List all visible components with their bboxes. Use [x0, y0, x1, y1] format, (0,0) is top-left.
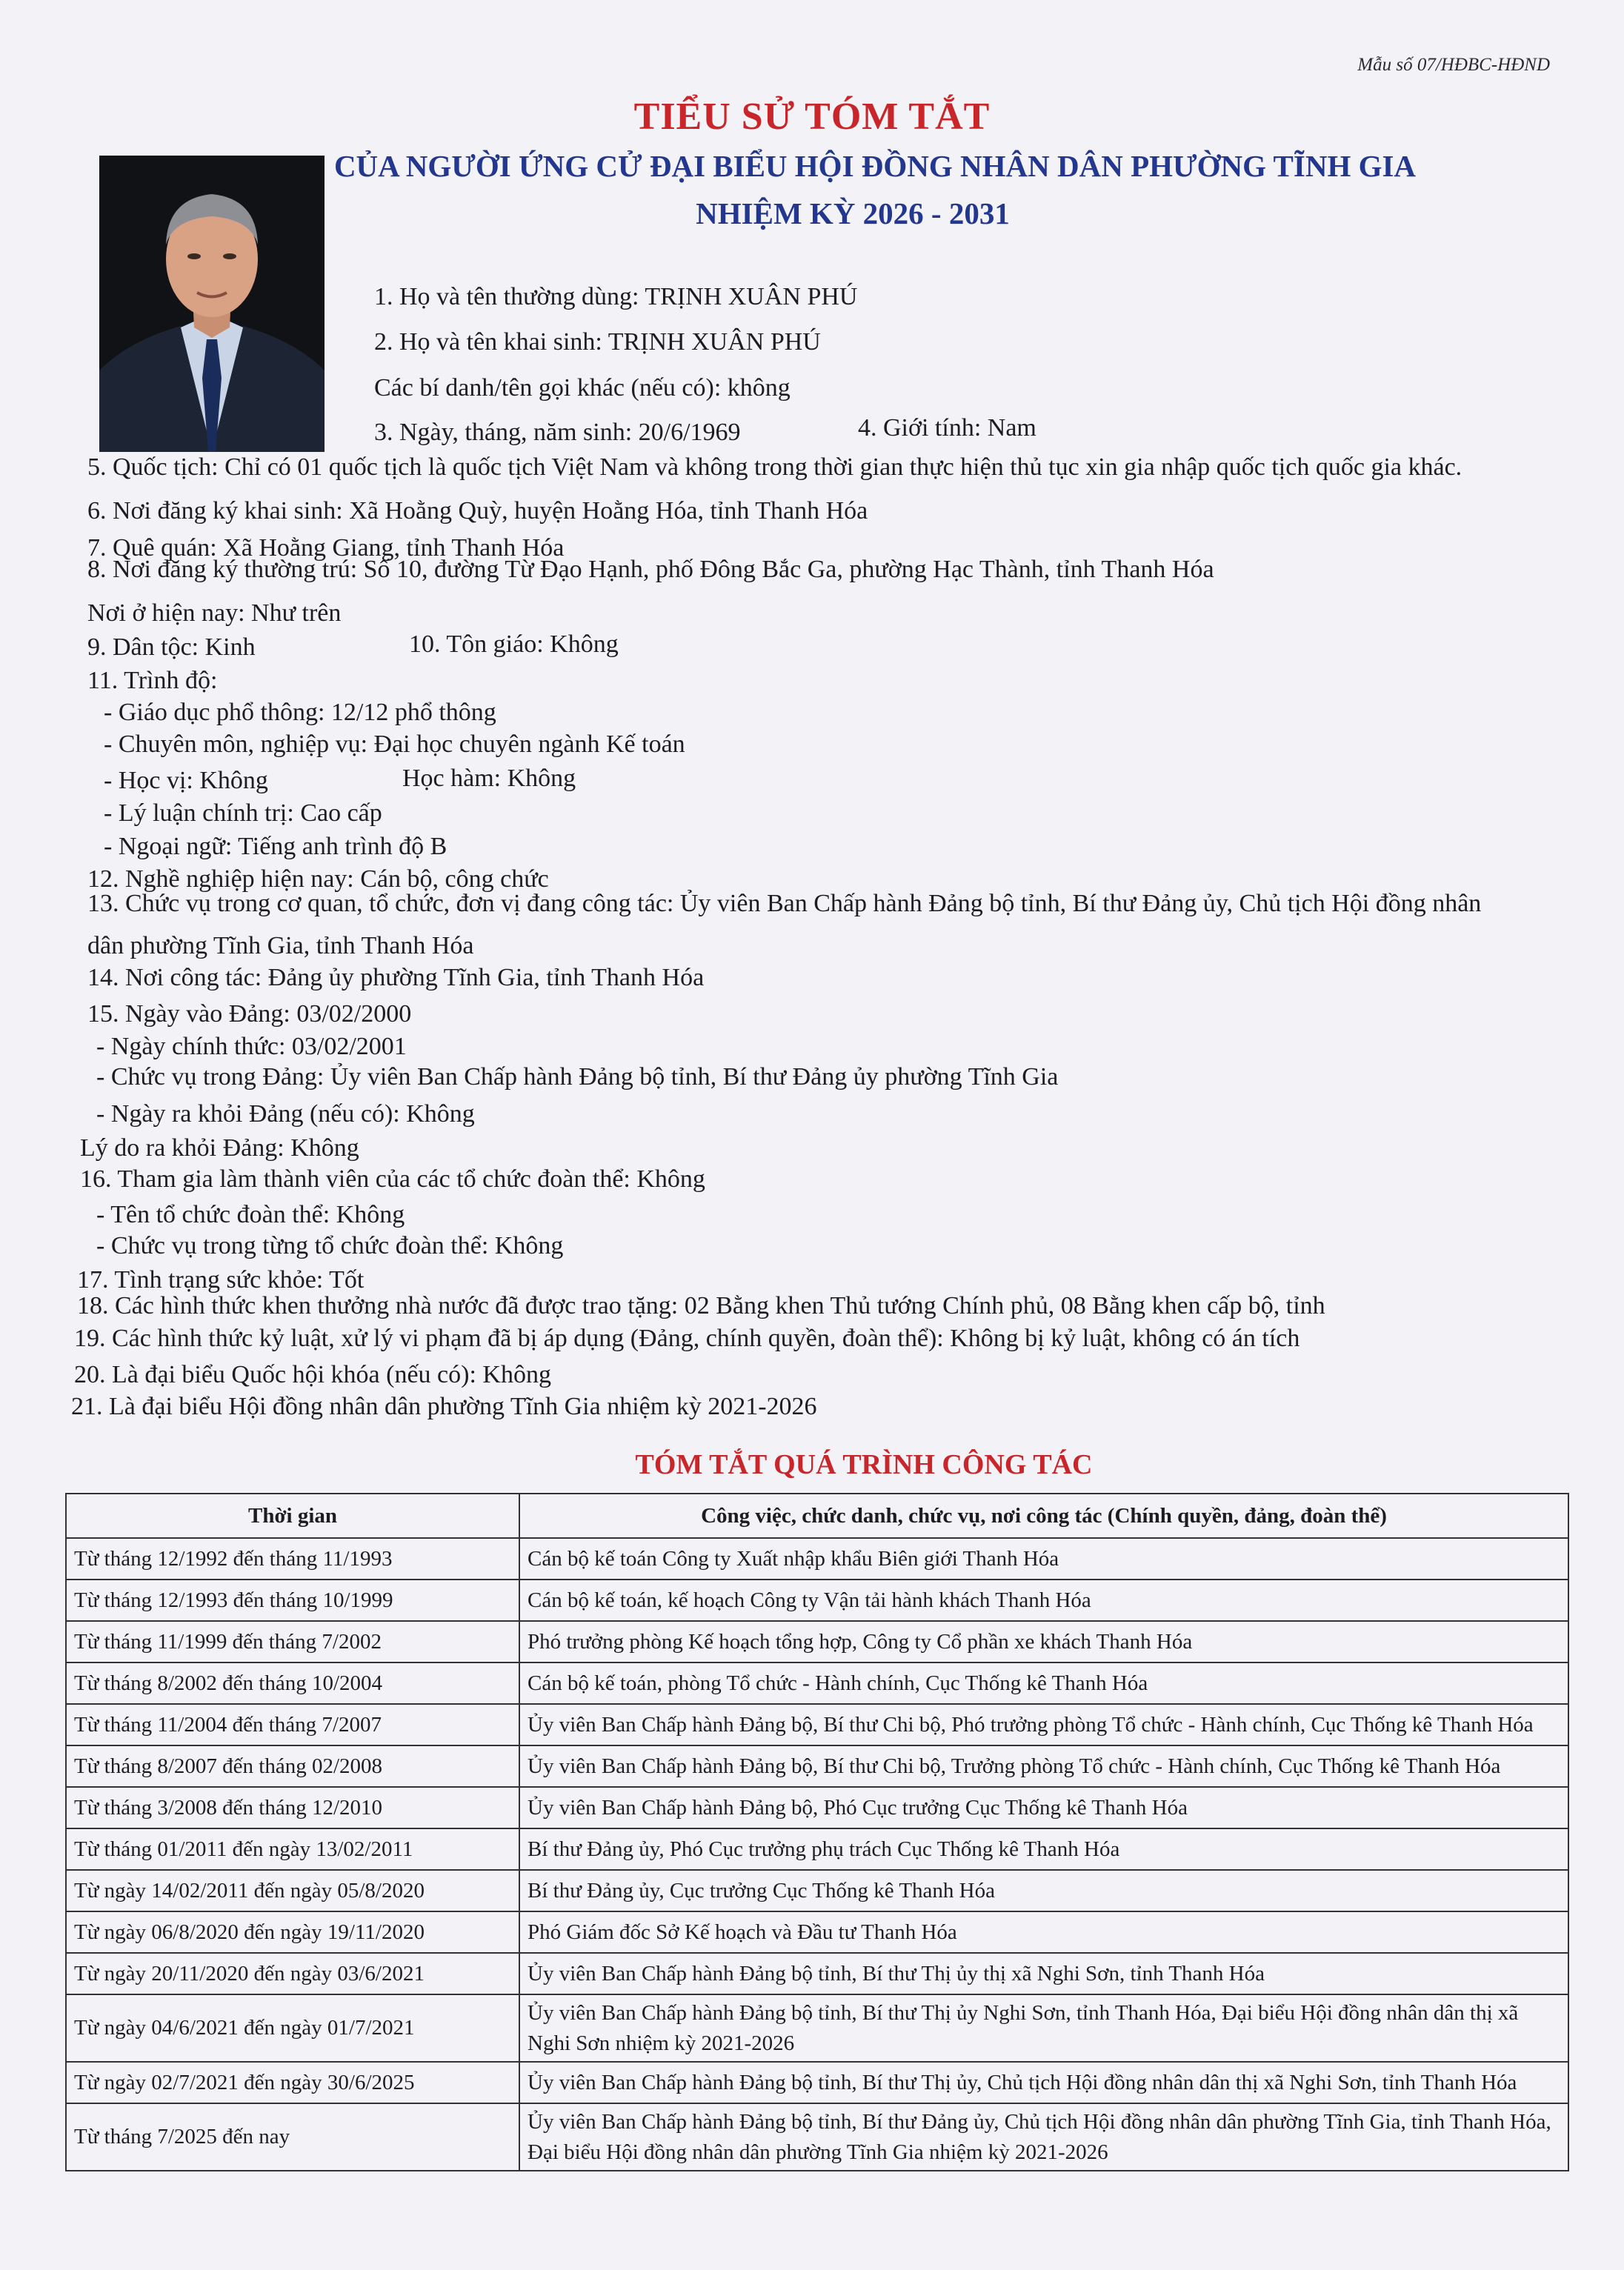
- period-cell: Từ tháng 7/2025 đến nay: [66, 2103, 519, 2171]
- position-cell: Cán bộ kế toán, kế hoạch Công ty Vận tải hành khách Thanh Hóa: [519, 1580, 1568, 1621]
- ethnicity-line: 9. Dân tộc: Kinh: [87, 633, 256, 661]
- awards-line: 18. Các hình thức khen thưởng nhà nước đã được trao tặng: 02 Bằng khen Thủ tướng Chính phủ, 08 Bằng khen cấp bộ, tỉnh: [77, 1292, 1325, 1319]
- gender-line: 4. Giới tính: Nam: [858, 414, 1036, 442]
- header-period: Thời gian: [66, 1494, 519, 1538]
- career-section-title: TÓM TẮT QUÁ TRÌNH CÔNG TÁC: [635, 1449, 1093, 1480]
- table-row: [66, 1787, 1568, 1828]
- career-table: [65, 1493, 1569, 2171]
- position-cell: Bí thư Đảng ủy, Phó Cục trưởng phụ trách Cục Thống kê Thanh Hóa: [519, 1828, 1568, 1870]
- table-row: [66, 2103, 1568, 2171]
- position-cell: Ủy viên Ban Chấp hành Đảng bộ, Bí thư Chi bộ, Phó trưởng phòng Tổ chức - Hành chính, Cục Thống kê Thanh Hóa: [519, 1704, 1568, 1745]
- document-title: TIỂU SỬ TÓM TẮT: [633, 96, 991, 138]
- occupation-line: 12. Nghề nghiệp hiện nay: Cán bộ, công chức: [87, 865, 549, 893]
- position-line: 13. Chức vụ trong cơ quan, tổ chức, đơn vị đang công tác: Ủy viên Ban Chấp hành Đảng bộ tỉnh, Bí thư Đảng ủy, Chủ tịch Hội đồng nhân: [87, 890, 1482, 917]
- party-position-line: - Chức vụ trong Đảng: Ủy viên Ban Chấp hành Đảng bộ tỉnh, Bí thư Đảng ủy phường Tĩnh Gia: [96, 1063, 1059, 1091]
- organization-name-line: - Tên tổ chức đoàn thể: Không: [96, 1201, 405, 1228]
- organization-role-line: - Chức vụ trong từng tổ chức đoàn thể: Không: [96, 1232, 564, 1259]
- table-row: [66, 1870, 1568, 1911]
- party-exit-line: - Ngày ra khỏi Đảng (nếu có): Không: [96, 1100, 475, 1128]
- table-header-row: [66, 1494, 1568, 1538]
- candidate-portrait: [99, 156, 325, 452]
- form-number: Mẫu số 07/HĐBC-HĐND: [1357, 55, 1550, 75]
- period-cell: Từ tháng 8/2007 đến tháng 02/2008: [66, 1745, 519, 1787]
- aliases-line: Các bí danh/tên gọi khác (nếu có): không: [374, 374, 791, 402]
- hometown-line: 7. Quê quán: Xã Hoằng Giang, tỉnh Thanh Hóa: [87, 534, 565, 562]
- foreign-language-line: - Ngoại ngữ: Tiếng anh trình độ B: [104, 833, 447, 860]
- position-cell: Ủy viên Ban Chấp hành Đảng bộ, Bí thư Chi bộ, Trưởng phòng Tổ chức - Hành chính, Cục Thống kê Thanh Hóa: [519, 1745, 1568, 1787]
- period-cell: Từ tháng 11/2004 đến tháng 7/2007: [66, 1704, 519, 1745]
- nationality-line: 5. Quốc tịch: Chỉ có 01 quốc tịch là quốc tịch Việt Nam và không trong thời gian thực hiện thủ tục xin gia nhập quốc tịch quốc gia khác.: [87, 453, 1462, 481]
- birth-name-line: 2. Họ và tên khai sinh: TRỊNH XUÂN PHÚ: [374, 328, 821, 356]
- table-row: [66, 1538, 1568, 1580]
- party-exit-reason-line: Lý do ra khỏi Đảng: Không: [80, 1134, 359, 1162]
- specialization-line: - Chuyên môn, nghiệp vụ: Đại học chuyên ngành Kế toán: [104, 730, 685, 758]
- period-cell: Từ tháng 12/1992 đến tháng 11/1993: [66, 1538, 519, 1580]
- period-cell: Từ ngày 02/7/2021 đến ngày 30/6/2025: [66, 2062, 519, 2103]
- position-cell: Phó Giám đốc Sở Kế hoạch và Đầu tư Thanh Hóa: [519, 1911, 1568, 1953]
- birthdate-line: 3. Ngày, tháng, năm sinh: 20/6/1969: [374, 419, 741, 446]
- period-cell: Từ ngày 14/02/2011 đến ngày 05/8/2020: [66, 1870, 519, 1911]
- position-cell: Ủy viên Ban Chấp hành Đảng bộ tỉnh, Bí thư Thị ủy Nghi Sơn, tỉnh Thanh Hóa, Đại biểu Hội đồng nhân dân thị xã Nghi Sơn nhiệm kỳ 2021-2026: [519, 1994, 1568, 2062]
- council-delegate-line: 21. Là đại biểu Hội đồng nhân dân phường Tĩnh Gia nhiệm kỳ 2021-2026: [71, 1393, 817, 1420]
- period-cell: Từ tháng 01/2011 đến ngày 13/02/2011: [66, 1828, 519, 1870]
- header-position: Công việc, chức danh, chức vụ, nơi công tác (Chính quyền, đảng, đoàn thể): [519, 1494, 1568, 1538]
- position-cell: Cán bộ kế toán, phòng Tổ chức - Hành chính, Cục Thống kê Thanh Hóa: [519, 1662, 1568, 1704]
- period-cell: Từ ngày 04/6/2021 đến ngày 01/7/2021: [66, 1994, 519, 2062]
- table-row: [66, 1662, 1568, 1704]
- political-theory-line: - Lý luận chính trị: Cao cấp: [104, 799, 382, 827]
- degree-line: - Học vị: Không: [104, 767, 268, 794]
- organizations-line: 16. Tham gia làm thành viên của các tổ chức đoàn thể: Không: [80, 1165, 705, 1193]
- position-cell: Ủy viên Ban Chấp hành Đảng bộ tỉnh, Bí thư Thị ủy thị xã Nghi Sơn, tỉnh Thanh Hóa: [519, 1953, 1568, 1994]
- period-cell: Từ tháng 8/2002 đến tháng 10/2004: [66, 1662, 519, 1704]
- party-join-line: 15. Ngày vào Đảng: 03/02/2000: [87, 1000, 412, 1028]
- common-name-line: 1. Họ và tên thường dùng: TRỊNH XUÂN PHÚ: [374, 283, 858, 310]
- table-row: [66, 1994, 1568, 2062]
- table-row: [66, 1745, 1568, 1787]
- period-cell: Từ tháng 3/2008 đến tháng 12/2010: [66, 1787, 519, 1828]
- period-cell: Từ ngày 06/8/2020 đến ngày 19/11/2020: [66, 1911, 519, 1953]
- position-cell: Phó trưởng phòng Kế hoạch tổng hợp, Công ty Cổ phần xe khách Thanh Hóa: [519, 1621, 1568, 1662]
- table-row: [66, 1580, 1568, 1621]
- health-line: 17. Tình trạng sức khỏe: Tốt: [77, 1266, 365, 1294]
- religion-line: 10. Tôn giáo: Không: [409, 630, 619, 658]
- period-cell: Từ tháng 12/1993 đến tháng 10/1999: [66, 1580, 519, 1621]
- period-cell: Từ tháng 11/1999 đến tháng 7/2002: [66, 1621, 519, 1662]
- position-cell: Ủy viên Ban Chấp hành Đảng bộ tỉnh, Bí thư Thị ủy, Chủ tịch Hội đồng nhân dân thị xã Nghi Sơn, tỉnh Thanh Hóa: [519, 2062, 1568, 2103]
- table-row: [66, 1911, 1568, 1953]
- position-line-cont: dân phường Tĩnh Gia, tỉnh Thanh Hóa: [87, 932, 474, 959]
- period-cell: Từ ngày 20/11/2020 đến ngày 03/6/2021: [66, 1953, 519, 1994]
- table-row: [66, 1828, 1568, 1870]
- residence-line: 8. Nơi đăng ký thường trú: Số 10, đường Từ Đạo Hạnh, phố Đông Bắc Ga, phường Hạc Thành, tỉnh Thanh Hóa: [87, 556, 1214, 583]
- academic-title-line: Học hàm: Không: [402, 765, 576, 792]
- discipline-line: 19. Các hình thức kỷ luật, xử lý vi phạm đã bị áp dụng (Đảng, chính quyền, đoàn thể): Không bị kỷ luật, không có án tích: [74, 1325, 1300, 1352]
- workplace-line: 14. Nơi công tác: Đảng ủy phường Tĩnh Gia, tỉnh Thanh Hóa: [87, 964, 705, 991]
- term-subtitle: NHIỆM KỲ 2026 - 2031: [696, 196, 1010, 230]
- position-cell: Ủy viên Ban Chấp hành Đảng bộ, Phó Cục trưởng Cục Thống kê Thanh Hóa: [519, 1787, 1568, 1828]
- current-address-line: Nơi ở hiện nay: Như trên: [87, 599, 342, 627]
- education-heading: 11. Trình độ:: [87, 667, 218, 694]
- birth-registration-line: 6. Nơi đăng ký khai sinh: Xã Hoằng Quỳ, huyện Hoằng Hóa, tỉnh Thanh Hóa: [87, 497, 868, 525]
- table-row: [66, 1621, 1568, 1662]
- document-subtitle: CỦA NGƯỜI ỨNG CỬ ĐẠI BIỂU HỘI ĐỒNG NHÂN DÂN PHƯỜNG TĨNH GIA: [333, 149, 1417, 183]
- position-cell: Cán bộ kế toán Công ty Xuất nhập khẩu Biên giới Thanh Hóa: [519, 1538, 1568, 1580]
- table-row: [66, 2062, 1568, 2103]
- position-cell: Bí thư Đảng ủy, Cục trưởng Cục Thống kê Thanh Hóa: [519, 1870, 1568, 1911]
- general-education-line: - Giáo dục phổ thông: 12/12 phổ thông: [104, 699, 496, 726]
- position-cell: Ủy viên Ban Chấp hành Đảng bộ tỉnh, Bí thư Đảng ủy, Chủ tịch Hội đồng nhân dân phường Tĩnh Gia, tỉnh Thanh Hóa, Đại biểu Hội đồng nhân dân phường Tĩnh Gia nhiệm kỳ 2021-2026: [519, 2103, 1568, 2171]
- table-row: [66, 1953, 1568, 1994]
- table-row: [66, 1704, 1568, 1745]
- national-assembly-line: 20. Là đại biểu Quốc hội khóa (nếu có): Không: [74, 1361, 551, 1388]
- party-official-line: - Ngày chính thức: 03/02/2001: [96, 1033, 407, 1060]
